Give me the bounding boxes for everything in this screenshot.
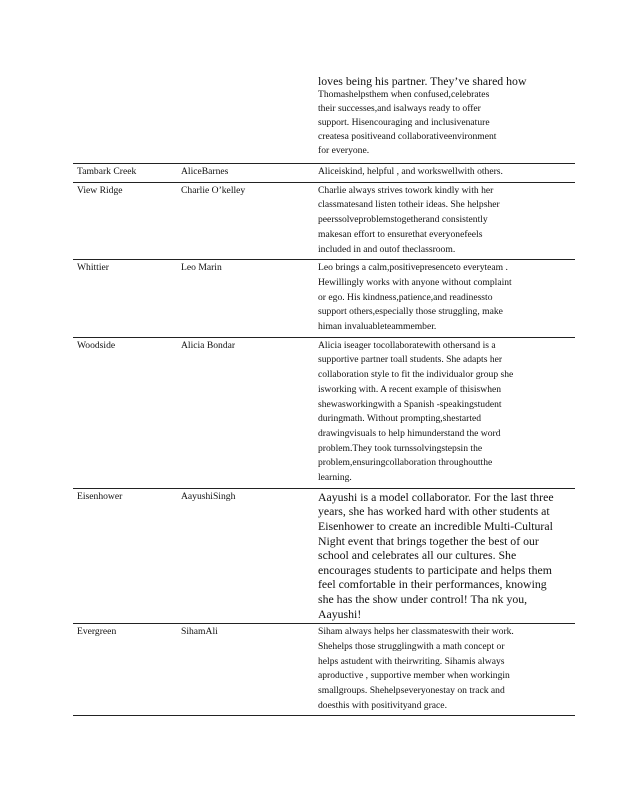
description-line: Hewillingly works with anyone without complaint bbox=[318, 276, 512, 288]
description-line: drawingvisuals to help himunderstand the word bbox=[318, 427, 501, 439]
description-line: helps astudent with theirwriting. Sihamis always bbox=[318, 655, 505, 667]
description-line: Aliceiskind, helpful , and workswellwith others. bbox=[318, 166, 503, 177]
description-line: aproductive , supportive member when workingin bbox=[318, 670, 510, 682]
description-line: Charlie always strives towork kindly with her bbox=[318, 184, 494, 196]
description-cell bbox=[314, 488, 575, 623]
table-row bbox=[73, 624, 575, 716]
continued-text-line: createsa positiveand collaborativeenvironment bbox=[318, 130, 497, 142]
table-row bbox=[73, 164, 575, 183]
description-line: duringmath. Without prompting,shestarted bbox=[318, 413, 482, 425]
description-line: years, she has worked hard with other students at bbox=[318, 504, 550, 519]
description-line: Aayushi! bbox=[318, 606, 362, 621]
description-line: Shehelps those strugglingwith a math concept or bbox=[318, 640, 505, 652]
student-name-cell: SihamAli bbox=[177, 624, 314, 716]
description-line: himan invaluableteammember. bbox=[318, 321, 437, 333]
description-line: problem.They took turnssolvingstepsin the bbox=[318, 442, 483, 454]
school-cell: Eisenhower bbox=[73, 488, 177, 623]
table-row bbox=[73, 337, 575, 488]
description-cell bbox=[314, 624, 575, 716]
description-line: shewasworkingwith a Spanish -speakingstudent bbox=[318, 398, 502, 410]
table-row bbox=[73, 182, 575, 260]
description-line: smallgroups. Shehelpseveryonestay on track and bbox=[318, 684, 505, 696]
description-line: Leo brings a calm,positivepresenceto everyteam . bbox=[318, 262, 508, 274]
continued-text-line: support. Hisencouraging and inclusivenature bbox=[318, 116, 490, 128]
description-line: feel comfortable in their performances, knowing bbox=[318, 577, 547, 592]
student-name-cell: Leo Marin bbox=[177, 260, 314, 338]
description-line: Aayushi is a model collaborator. For the last three bbox=[318, 489, 554, 504]
nominee-table bbox=[73, 163, 575, 716]
description-line: peerssolveproblemstogetherand consistently bbox=[318, 214, 488, 226]
description-line: learning. bbox=[318, 472, 352, 484]
description-line: isworking with. A recent example of thisiswhen bbox=[318, 383, 502, 395]
description-cell bbox=[314, 164, 575, 183]
description-line: collaboration style to fit the individualor group she bbox=[318, 369, 514, 381]
description-line: encourages students to participate and helps them bbox=[318, 562, 552, 577]
description-line: makesan effort to ensurethat everyonefeels bbox=[318, 228, 483, 240]
table-row bbox=[73, 260, 575, 338]
continued-text-line: loves being his partner. They’ve shared how bbox=[318, 74, 527, 88]
table-row bbox=[73, 488, 575, 623]
description-line: included in and outof theclassroom. bbox=[318, 243, 456, 255]
description-line: Siham always helps her classmateswith their work. bbox=[318, 626, 514, 638]
description-line: Night event that brings together the best of our bbox=[318, 533, 539, 548]
continued-text-line: Thomashelpsthem when confused,celebrates bbox=[318, 89, 490, 100]
description-cell bbox=[314, 337, 575, 488]
student-name-cell: AliceBarnes bbox=[177, 164, 314, 183]
school-cell: Woodside bbox=[73, 337, 177, 488]
description-cell bbox=[314, 182, 575, 260]
school-cell: View Ridge bbox=[73, 182, 177, 260]
description-line: Alicia iseager tocollaboratewith othersand is a bbox=[318, 339, 496, 351]
description-line: school and celebrates all our cultures. She bbox=[318, 548, 517, 563]
description-line: problem,ensuringcollaboration throughoutthe bbox=[318, 457, 493, 469]
student-name-cell: Charlie O’kelley bbox=[177, 182, 314, 260]
description-line: or ego. His kindness,patience,and readinessto bbox=[318, 291, 493, 303]
description-cell bbox=[314, 260, 575, 338]
school-cell: Whittier bbox=[73, 260, 177, 338]
school-cell: Tambark Creek bbox=[73, 164, 177, 183]
description-line: doesthis with positivityand grace. bbox=[318, 699, 447, 711]
description-line: classmatesand listen totheir ideas. She helpsher bbox=[318, 199, 500, 211]
school-cell: Evergreen bbox=[73, 624, 177, 716]
continued-description bbox=[318, 74, 570, 158]
continued-text-line: their successes,and isalways ready to offer bbox=[318, 102, 481, 114]
student-name-cell: Alicia Bondar bbox=[177, 337, 314, 488]
continued-text-line: for everyone. bbox=[318, 144, 370, 156]
description-line: support others,especially those struggling, make bbox=[318, 306, 503, 318]
description-line: Eisenhower to create an incredible Multi-Cultural bbox=[318, 518, 553, 533]
description-line: she has the show under control! Tha nk you, bbox=[318, 591, 528, 606]
student-name-cell: AayushiSingh bbox=[177, 488, 314, 623]
description-line: supportive partner toall students. She adapts her bbox=[318, 354, 503, 366]
